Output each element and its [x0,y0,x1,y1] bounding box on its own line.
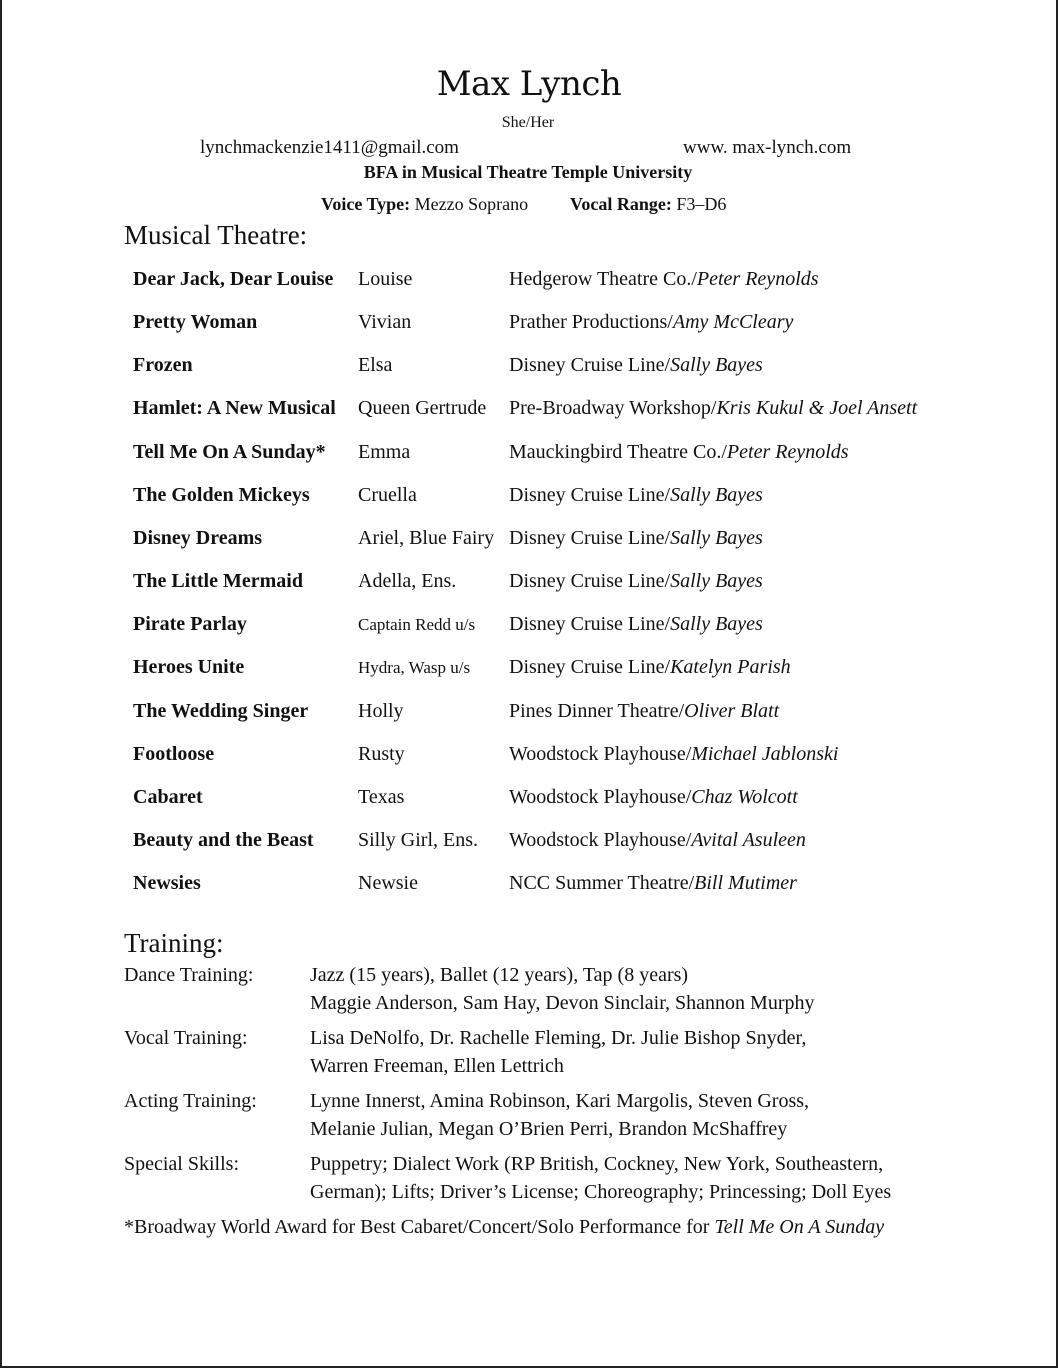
website-address: www. max-lynch.com [683,137,852,158]
email-address: lynchmackenzie1411@gmail.com [200,137,459,158]
credit-company-name: Disney Cruise Line/ [509,354,671,376]
credit-director: Peter Reynolds [726,441,849,463]
training-line: Lisa DeNolfo, Dr. Rachelle Fleming, Dr. Julie Bishop Snyder, [310,1027,807,1049]
credit-company-name: Woodstock Playhouse/ [509,743,692,765]
credit-row [0,570,1058,610]
credit-company [509,397,917,420]
credit-row [0,656,1058,696]
training-details [310,962,950,1017]
credit-company [509,570,763,593]
credit-row [0,743,1058,783]
credit-show: Tell Me On A Sunday* [133,441,326,463]
credit-show: Pretty Woman [133,311,258,333]
credit-role: Silly Girl, Ens. [358,829,479,851]
credit-show: Dear Jack, Dear Louise [133,268,334,290]
credit-company [509,743,838,766]
performer-name: Max Lynch [436,64,622,104]
training-line: Maggie Anderson, Sam Hay, Devon Sinclair, Shannon Murphy [310,991,815,1014]
credit-director: Sally Bayes [670,570,763,592]
credit-role: Ariel, Blue Fairy [358,527,495,549]
credit-role: Adella, Ens. [358,570,457,592]
training-label: Special Skills: [124,1153,239,1175]
credit-show: Frozen [133,354,193,376]
credit-company-name: Woodstock Playhouse/ [509,829,692,851]
credit-role: Captain Redd u/s [358,615,476,634]
credit-company-name: Mauckingbird Theatre Co./ [509,441,727,463]
credit-company [509,613,763,636]
credit-show: The Golden Mickeys [133,484,310,506]
degree: BFA in Musical Theatre Temple University [363,162,693,182]
credit-role: Cruella [358,484,417,506]
training-line: German); Lifts; Driver’s License; Choreography; Princessing; Doll Eyes [310,1180,892,1203]
credit-company-name: Pines Dinner Theatre/ [509,700,685,722]
training-line: Melanie Julian, Megan O’Brien Perri, Brandon McShaffrey [310,1117,788,1140]
credit-row [0,613,1058,653]
credit-role: Queen Gertrude [358,397,487,419]
credit-row [0,397,1058,437]
credit-show: Beauty and the Beast [133,829,314,851]
credit-director: Michael Jablonski [691,743,839,765]
credit-role: Emma [358,441,411,463]
credit-show: Hamlet: A New Musical [133,397,336,419]
training-line: Puppetry; Dialect Work (RP British, Cockney, New York, Southeastern, [310,1153,884,1175]
training-label: Vocal Training: [124,1027,248,1049]
credit-director: Katelyn Parish [670,656,791,678]
credit-row [0,441,1058,481]
credit-company-name: Disney Cruise Line/ [509,613,671,635]
voice-type [321,194,528,215]
training-label: Dance Training: [124,964,254,986]
credit-role: Elsa [358,354,393,376]
credit-company [509,656,791,679]
credit-company [509,527,763,550]
training-heading: Training: [124,928,224,958]
credit-show: The Wedding Singer [133,700,309,722]
credit-show: Footloose [133,743,215,765]
credit-role: Newsie [358,872,418,894]
credit-row [0,786,1058,826]
credit-company-name: Disney Cruise Line/ [509,484,671,506]
credit-director: Amy McCleary [672,311,794,333]
credit-company [509,268,819,291]
vocal-range-value: F3–D6 [676,194,727,214]
credit-company-name: Disney Cruise Line/ [509,570,671,592]
credit-company-name: Prather Productions/ [509,311,673,333]
training-line: Lynne Innerst, Amina Robinson, Kari Margolis, Steven Gross, [310,1090,810,1112]
credit-row [0,829,1058,869]
credit-company-name: Woodstock Playhouse/ [509,786,692,808]
credit-director: Chaz Wolcott [691,786,798,808]
credit-role: Louise [358,268,413,290]
credit-director: Sally Bayes [670,613,763,635]
voice-type-label: Voice Type: [321,194,411,214]
credit-director: Sally Bayes [670,354,763,376]
credit-company-name: Pre-Broadway Workshop/ [509,397,717,419]
credit-row [0,484,1058,524]
credit-show: Pirate Parlay [133,613,247,635]
credit-director: Avital Asuleen [691,829,806,851]
credit-row [0,872,1058,912]
vocal-range-label: Vocal Range: [570,194,672,214]
credit-company [509,872,797,895]
credit-row [0,311,1058,351]
credit-role: Texas [358,786,405,808]
award-show: Tell Me On A Sunday [714,1216,885,1238]
credit-company [509,354,763,377]
credit-company-name: NCC Summer Theatre/ [509,872,695,894]
vocal-range [570,194,726,215]
training-details [310,1151,950,1206]
credit-director: Oliver Blatt [684,700,780,722]
credit-company [509,700,779,723]
credit-row [0,354,1058,394]
credit-show: Cabaret [133,786,203,808]
training-line: Warren Freeman, Ellen Lettrich [310,1054,564,1077]
credit-company [509,441,849,464]
credit-role: Hydra, Wasp u/s [358,658,471,677]
musical-theatre-heading: Musical Theatre: [124,220,308,250]
training-line: Jazz (15 years), Ballet (12 years), Tap (8 years) [310,964,689,986]
pronouns: She/Her [501,114,555,131]
credit-company [509,484,763,507]
credit-row [0,700,1058,740]
credit-show: The Little Mermaid [133,570,303,592]
credit-director: Peter Reynolds [696,268,819,290]
credit-row [0,527,1058,567]
credit-company-name: Disney Cruise Line/ [509,656,671,678]
credit-show: Heroes Unite [133,656,245,678]
credit-show: Disney Dreams [133,527,263,549]
credit-row [0,268,1058,308]
award-text: *Broadway World Award for Best Cabaret/Concert/Solo Performance for [124,1216,715,1238]
credit-company [509,311,793,334]
credit-company-name: Disney Cruise Line/ [509,527,671,549]
credit-role: Holly [358,700,404,722]
voice-type-value: Mezzo Soprano [414,194,529,214]
credit-company [509,786,798,809]
credit-company [509,829,806,852]
award-note [124,1216,884,1239]
training-details [310,1088,950,1143]
credit-role: Vivian [358,311,412,333]
credit-director: Sally Bayes [670,527,763,549]
credit-role: Rusty [358,743,405,765]
credit-show: Newsies [133,872,201,894]
training-details [310,1025,950,1080]
credit-director: Kris Kukul & Joel Ansett [716,397,918,419]
credit-director: Bill Mutimer [694,872,797,894]
training-label: Acting Training: [124,1090,257,1112]
credit-company-name: Hedgerow Theatre Co./ [509,268,697,290]
credit-director: Sally Bayes [670,484,763,506]
